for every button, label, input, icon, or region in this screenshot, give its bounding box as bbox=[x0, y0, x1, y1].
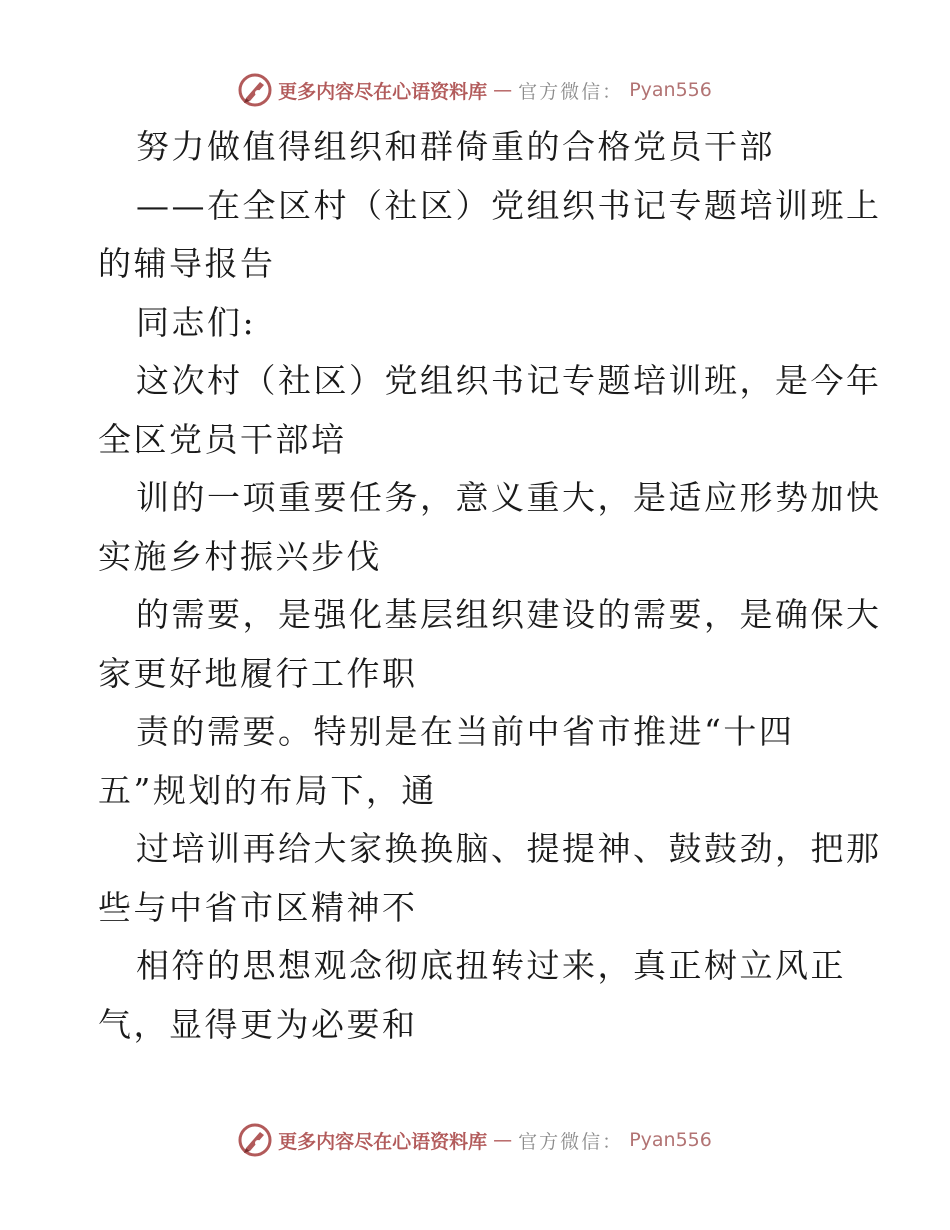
text-line: 全区党员干部培 bbox=[98, 419, 347, 459]
text-line: 的需要，是强化基层组织建设的需要，是确保大 bbox=[136, 595, 882, 634]
watermark-dash: — bbox=[493, 1129, 513, 1151]
footer-watermark bbox=[0, 1118, 950, 1162]
text-line: 气，显得更为必要和 bbox=[98, 1004, 418, 1044]
text-line: 五”规划的布局下，通 bbox=[98, 770, 437, 810]
text-line: 过培训再给大家换换脑、提提神、鼓鼓劲，把那 bbox=[136, 829, 882, 868]
document-title: 努力做值得组织和群倚重的合格党员干部 bbox=[136, 127, 775, 166]
text-line: 家更好地履行工作职 bbox=[98, 653, 418, 693]
document-subtitle: ——在全区村（社区）党组织书记专题培训班上 bbox=[136, 185, 882, 225]
text-line: 实施乡村振兴步伐 bbox=[98, 536, 382, 576]
watermark-official-text: 官方微信： bbox=[518, 80, 624, 103]
text-line: 责的需要。特别是在当前中省市推进“十四 bbox=[136, 712, 795, 751]
document-subtitle-continued: 的辅导报告 bbox=[98, 244, 276, 283]
text-line: 训的一项重要任务，意义重大，是适应形势加快 bbox=[136, 478, 882, 517]
watermark-wechat-id: Pyan556 bbox=[629, 1129, 712, 1151]
text-line: 这次村（社区）党组织书记专题培训班，是今年 bbox=[136, 361, 882, 400]
pen-logo-icon bbox=[238, 73, 272, 107]
document-body bbox=[98, 118, 882, 1054]
text-line: 相符的思想观念彻底扭转过来，真正树立风正 bbox=[136, 946, 846, 985]
header-watermark bbox=[0, 68, 950, 112]
watermark-wechat-id: Pyan556 bbox=[629, 79, 712, 101]
watermark-official-text: 官方微信： bbox=[518, 1130, 624, 1153]
pen-logo-icon bbox=[238, 1123, 272, 1157]
watermark-main-text: 更多内容尽在心语资料库 bbox=[278, 1130, 488, 1153]
watermark-dash: — bbox=[493, 79, 513, 101]
text-line: 些与中省市区精神不 bbox=[98, 887, 418, 927]
salutation: 同志们: bbox=[136, 302, 257, 342]
watermark-main-text: 更多内容尽在心语资料库 bbox=[278, 80, 488, 103]
